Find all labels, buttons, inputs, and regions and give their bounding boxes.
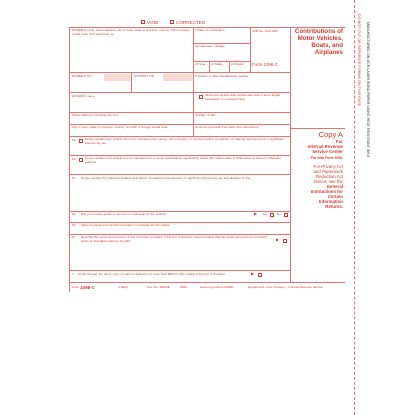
form-title: Contributions of Motor Vehicles, Boats, and Airplanes <box>294 28 343 56</box>
manufactured-text: MANUFACTURED ON OCR LASER BOND PAPER USING HEAT RESISTANT INKS <box>366 22 370 158</box>
footer-cat-no: (LREA) <box>118 285 129 289</box>
box2b-label: 2b Year <box>195 62 206 66</box>
corrected-label: CORRECTED <box>176 20 206 25</box>
footer-cat: Cat. No. 38623B <box>147 285 170 289</box>
donee-name-label: DONEE'S name, street address, city or town, state or province, country, ZIP or foreign postal code, and telephone no. <box>72 28 190 36</box>
footer-department: Department of the Treasury - Internal Revenue Service <box>248 285 324 289</box>
yes-checkbox[interactable] <box>270 213 274 217</box>
box4a-label: 4a Donee certifies that vehicle was sold in arm's length transaction to unrelated party <box>205 93 281 101</box>
copy-label: Copy A <box>318 130 343 139</box>
footer-website: www.irs.gov/Form1098C <box>200 285 234 289</box>
box4c-label: 4c Gross proceeds from sale (see instructions) <box>195 125 259 129</box>
copy-for: For Internal Revenue Service Center <box>307 139 343 154</box>
street-label: Street address (including apt. no.) <box>72 113 119 117</box>
general-instructions: General Instructions for Certain Information Returns. <box>310 184 343 209</box>
form-name-small: Form 1098-C <box>252 62 278 67</box>
void-label: VOID <box>147 20 159 25</box>
privacy-notice: For Privacy Act and Paperwork Reduction Act Notice, see the <box>313 164 343 184</box>
box6a-label: Did you provide goods or services in exchange for the vehicle? <box>81 212 167 216</box>
box6a-arrow: ▶ <box>254 211 258 216</box>
box6b-label: Value of goods and services provided in exchange for the vehicle <box>81 223 171 227</box>
footer-form-label: Form <box>72 285 80 289</box>
box5b-label: Donee certifies that vehicle is to be transferred to a needy individual for significantly below fair market value in furtherance of donee's charitable purpose <box>85 156 281 164</box>
box5b-checkbox[interactable] <box>79 158 83 162</box>
box4b-label: 4b Date of sale <box>195 113 216 117</box>
box7-label: Under the law, the donor may not claim a deduction of more than $500 for this vehicle if this box is checked <box>78 272 225 276</box>
no-checkbox[interactable] <box>284 213 288 217</box>
box5a-checkbox[interactable] <box>79 139 83 143</box>
yes-label: Yes <box>262 212 268 216</box>
box6c-label: Describe the goods and services, if any, that were provided. If this box is checked, donee certifies that the goods and services consisted solely of intangible religious benefits <box>81 235 267 243</box>
donee-tin-label: DONEE'S TIN <box>72 74 92 78</box>
box2d-label: 2d Model <box>231 62 244 66</box>
footer-code: 0063 <box>180 285 187 289</box>
box5c-label: Donee certifies the following detailed description of material improvements or significant intervening use and duration of use <box>81 176 251 180</box>
corrected-checkbox[interactable] <box>170 20 174 24</box>
box3-label: 3 Vehicle or other identification number <box>195 74 249 78</box>
box7-checkbox[interactable] <box>258 273 262 277</box>
box2a-label: 2a Odometer mileage <box>195 44 225 48</box>
omb-number: OMB No. 1545-1959 <box>252 29 278 33</box>
box6c-checkbox[interactable] <box>283 239 287 243</box>
box1-label: 1 Date of contribution <box>195 28 225 32</box>
box2c-label: 2c Make <box>211 62 223 66</box>
do-not-cut-text: DO NOT CUT OR SEPARATE FORMS ON THIS PAGE <box>357 14 361 107</box>
no-label: No <box>277 212 281 216</box>
donor-tin-label: DONOR'S TIN <box>134 74 154 78</box>
file-with: File with Form 1096. <box>310 156 343 160</box>
donor-name-label: DONOR'S name <box>72 94 95 98</box>
city-label: City or town, state or province, country, and ZIP or foreign postal code <box>72 125 168 129</box>
box7-arrow: ▶ <box>251 271 255 276</box>
void-checkbox[interactable] <box>141 20 145 24</box>
box6c-arrow: ▶ <box>276 237 280 242</box>
box4a-checkbox[interactable] <box>199 95 203 99</box>
footer-form-number: 1098-C <box>80 285 96 290</box>
box5a-label: Donee certifies that vehicle will not be transferred for money, other property, or services before completion of material improvements or significant intervening use <box>85 137 284 145</box>
copy-block <box>290 130 345 209</box>
page: VOID CORRECTED DONEE'S name, street address, city or town, state or province, country, ZIP or foreign postal code, and telephone no. 1 Date of contribution OMB No. 1545-1959 2a Odometer mileage Form 1098-C 2b Year 2c Make 2d Model DONEE'S TIN DONOR'S TIN 3 Vehicle or other identification number DONOR'S name 4a Donee certifies that vehicle was sold in arm's length transaction to unrelated party Street address (including apt. no.) 4b Date of sale City or town, state or province, country, and ZIP or foreign postal code 4c Gross proceeds from sale (see instructions) 5a Donee certifies that vehicle will not be transferred for money, other property, or services before completion of material improvements or significant intervening use 5b Donee certifies that vehicle is to be transferred to a needy individual for significantly below fair market value in furtherance of donee's charitable purpose 5c Donee certifies the following detailed description of material improvements or significant intervening use and duration of use 6a Did you provide goods or services in exchange for the vehicle? ▶ Yes No 6b Value of goods and services provided in exchange for the vehicle 6c Describe the goods and services, if any, that were provided. If this box is checked, donee certifies that the goods and services consisted solely of intangible religious benefits ▶ 7 Under the law, the donor may not claim a deduction of more than $500 for this vehicle if this box is checked ▶ Contributions of Motor Vehicles, Boats, and Airplanes Copy A For Internal Revenue Service Center File with Form 1096. For Privacy Act and Paperwork Reduction Act Notice, see the General Instructions for Certain Information Returns. Form 1098-C (LREA) Cat. No. 38623B 0063 www.irs.gov/Form1098C Department of the Treasury - Internal Revenue Service DO NOT CUT OR SEPARATE FORMS ON THIS PAGE MANUFACTURED ON OCR LASER BOND PAPER USING HEAT RESISTANT INKS <box>0 0 415 415</box>
